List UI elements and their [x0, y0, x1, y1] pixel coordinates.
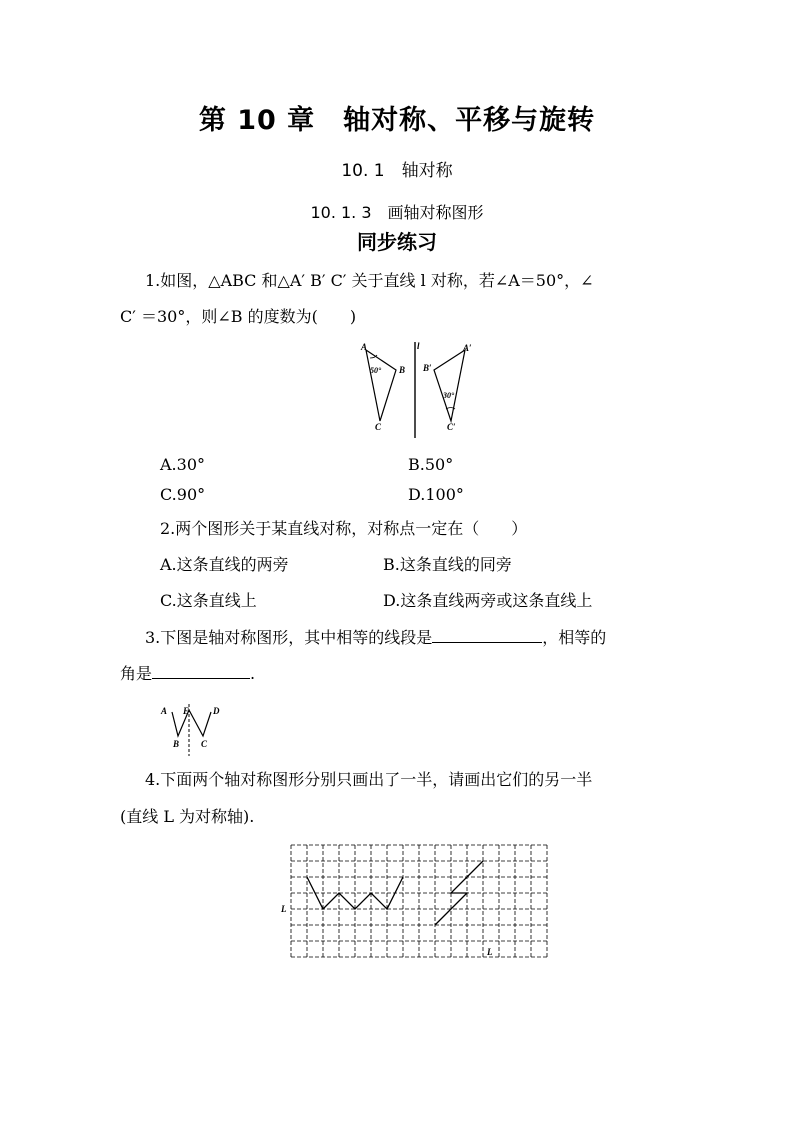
practice-title: 同步练习 [357, 230, 437, 254]
q2-text: 2.两个图形关于某直线对称，对称点一定在（ ） [160, 519, 528, 538]
label-b-prime: B′ [423, 363, 432, 373]
q3-blank-angles[interactable] [152, 664, 250, 679]
q1-option-b: B.50° [408, 455, 454, 474]
label-d: D [213, 706, 220, 716]
q1-text-line2: C′ ＝30°，则∠B 的度数为( ) [120, 307, 357, 326]
q3-blank-segments[interactable] [432, 628, 542, 643]
section-title: 10. 1 轴对称 [341, 161, 453, 181]
q4-grid-figure [278, 840, 553, 962]
grid-lines [291, 845, 547, 957]
angle-label-50: 50° [370, 366, 382, 375]
q1-option-a: A.30° [160, 455, 205, 474]
q1-option-c: C.90° [160, 485, 206, 504]
q3-text-a: 3.下图是轴对称图形，其中相等的线段是 [145, 628, 433, 647]
label-b: B [173, 739, 180, 749]
q2-option-c: C.这条直线上 [160, 591, 257, 610]
label-c: C [375, 422, 382, 432]
q2-option-b: B.这条直线的同旁 [383, 555, 512, 574]
q3-text-c: 角是 [120, 664, 153, 683]
angle-label-30: 30° [443, 391, 455, 400]
q2-option-a: A.这条直线的两旁 [160, 555, 289, 574]
label-c-prime: C′ [447, 422, 456, 432]
q1-text-line1: 1.如图，△ABC 和△A′ B′ C′ 关于直线 l 对称，若∠A＝50°，∠ [145, 271, 594, 290]
q2-option-d: D.这条直线两旁或这条直线上 [383, 591, 593, 610]
label-b: B [399, 365, 406, 375]
q3-text-line1 [145, 628, 606, 648]
zigzag-shape [172, 710, 211, 736]
axis-label-l-bottom: L [487, 947, 493, 957]
triangle-abc [366, 350, 396, 421]
label-a: A [361, 342, 368, 352]
label-l: l [417, 341, 420, 351]
subsection-title: 10. 1. 3 画轴对称图形 [310, 203, 484, 222]
q4-text-line1: 4.下面两个轴对称图形分别只画出了一半，请画出它们的另一半 [145, 770, 593, 789]
q4-text-line2: (直线 L 为对称轴). [120, 807, 255, 826]
chapter-title: 第 10 章 轴对称、平移与旋转 [198, 105, 596, 136]
label-e: E [183, 706, 190, 716]
axis-label-l-left: L [281, 904, 287, 914]
q1-option-d: D.100° [408, 485, 464, 504]
label-a: A [161, 706, 168, 716]
label-c: C [201, 739, 208, 749]
label-a-prime: A′ [463, 343, 472, 353]
q3-text-line2 [120, 664, 255, 684]
q3-text-b: ，相等的 [542, 628, 607, 647]
q3-figure [155, 700, 235, 760]
q3-text-d: . [250, 664, 256, 683]
triangle-a1b1c1 [434, 350, 465, 421]
q1-figure [355, 338, 485, 442]
